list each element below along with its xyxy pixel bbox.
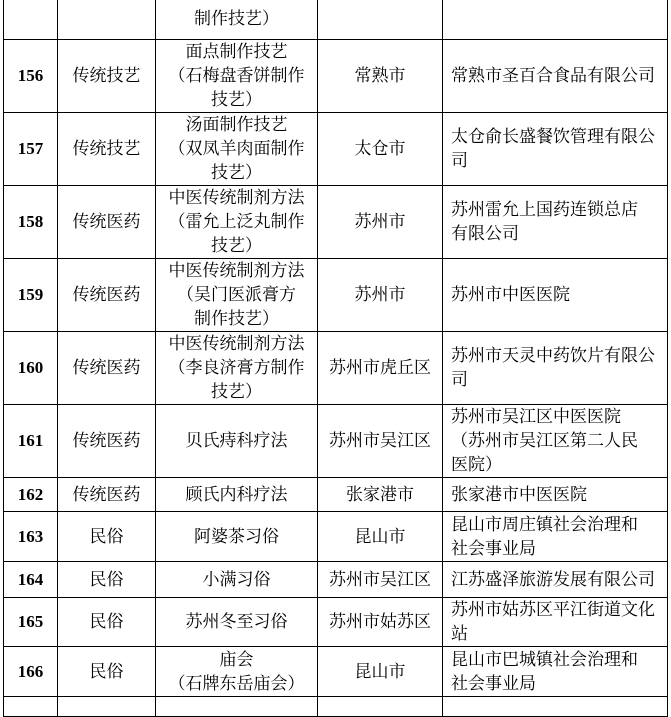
region-cell: 苏州市 bbox=[318, 259, 443, 332]
protection-unit-cell bbox=[443, 478, 668, 512]
item-name-line: （石梅盘香饼制作 bbox=[168, 66, 305, 86]
item-name-line: 技艺） bbox=[211, 382, 262, 402]
region-cell: 昆山市 bbox=[318, 512, 443, 562]
item-name-line: （雷允上泛丸制作 bbox=[168, 212, 305, 232]
item-name-line: 中医传统制剂方法 bbox=[168, 261, 305, 281]
serial-number-cell: 166 bbox=[4, 647, 58, 697]
protection-unit-line: 苏州雷允上国药连锁总店 bbox=[451, 200, 638, 220]
item-name-line: （吴门医派膏方 bbox=[177, 285, 296, 305]
serial-number-cell: 157 bbox=[4, 113, 58, 186]
protection-unit-cell bbox=[443, 598, 668, 647]
protection-unit-line: 苏州市天灵中药饮片有限公司 bbox=[451, 346, 655, 390]
protection-unit-line: 常熟市圣百合食品有限公司 bbox=[451, 66, 655, 86]
protection-unit-line: 医院） bbox=[451, 455, 502, 475]
protection-unit-line: 苏州市姑苏区平江街道文化站 bbox=[451, 600, 655, 644]
serial-number-cell: 162 bbox=[4, 478, 58, 512]
item-name-line: 中医传统制剂方法 bbox=[168, 188, 305, 208]
item-name-line: 汤面制作技艺 bbox=[185, 115, 288, 135]
protection-unit-cell bbox=[443, 512, 668, 562]
item-name-line: 制作技艺） bbox=[194, 9, 279, 29]
category-cell: 传统医药 bbox=[58, 478, 156, 512]
region-cell bbox=[318, 697, 443, 717]
item-name-line: （李良济膏方制作 bbox=[168, 358, 305, 378]
protection-unit-cell bbox=[443, 405, 668, 478]
item-name-cell bbox=[156, 478, 318, 512]
region-cell: 苏州市吴江区 bbox=[318, 405, 443, 478]
table-body bbox=[4, 0, 668, 717]
item-name-cell bbox=[156, 697, 318, 717]
serial-number-cell bbox=[4, 0, 58, 40]
serial-number-cell: 161 bbox=[4, 405, 58, 478]
category-cell bbox=[58, 0, 156, 40]
table-row bbox=[4, 562, 668, 598]
item-name-cell bbox=[156, 562, 318, 598]
item-name-line: 制作技艺） bbox=[194, 309, 279, 329]
protection-unit-line: 苏州市吴江区中医医院 bbox=[451, 407, 621, 427]
region-cell: 苏州市吴江区 bbox=[318, 562, 443, 598]
item-name-cell bbox=[156, 332, 318, 405]
protection-unit-line: 太仓俞长盛餐饮管理有限公司 bbox=[451, 127, 655, 171]
table-row bbox=[4, 332, 668, 405]
item-name-line: 技艺） bbox=[211, 236, 262, 256]
serial-number-cell: 163 bbox=[4, 512, 58, 562]
table-row bbox=[4, 598, 668, 647]
protection-unit-line: 昆山市巴城镇社会治理和 bbox=[451, 649, 638, 670]
region-cell: 昆山市 bbox=[318, 647, 443, 697]
item-name-cell bbox=[156, 113, 318, 186]
table-row bbox=[4, 512, 668, 562]
region-cell: 苏州市虎丘区 bbox=[318, 332, 443, 405]
region-cell: 苏州市姑苏区 bbox=[318, 598, 443, 647]
protection-unit-cell bbox=[443, 562, 668, 598]
protection-unit-cell bbox=[443, 259, 668, 332]
category-cell: 传统医药 bbox=[58, 259, 156, 332]
item-name-line: 技艺） bbox=[211, 90, 262, 110]
category-cell: 传统医药 bbox=[58, 186, 156, 259]
region-cell: 苏州市 bbox=[318, 186, 443, 259]
table-row bbox=[4, 259, 668, 332]
table-row bbox=[4, 113, 668, 186]
protection-unit-line: 江苏盛泽旅游发展有限公司 bbox=[451, 569, 655, 590]
table-row bbox=[4, 647, 668, 697]
region-cell: 太仓市 bbox=[318, 113, 443, 186]
serial-number-cell: 160 bbox=[4, 332, 58, 405]
item-name-cell bbox=[156, 0, 318, 40]
protection-unit-cell bbox=[443, 186, 668, 259]
heritage-table bbox=[3, 0, 668, 717]
table-row bbox=[4, 186, 668, 259]
table-row bbox=[4, 478, 668, 512]
table-row bbox=[4, 405, 668, 478]
serial-number-cell bbox=[4, 697, 58, 717]
item-name-line: 庙会 bbox=[219, 649, 254, 670]
item-name-line: 中医传统制剂方法 bbox=[168, 334, 305, 354]
category-cell: 传统技艺 bbox=[58, 113, 156, 186]
item-name-cell bbox=[156, 259, 318, 332]
category-cell: 民俗 bbox=[58, 647, 156, 697]
protection-unit-cell bbox=[443, 697, 668, 717]
item-name-line: 贝氏痔科疗法 bbox=[185, 431, 288, 451]
item-name-line: 顾氏内科疗法 bbox=[185, 484, 288, 505]
category-cell: 传统医药 bbox=[58, 332, 156, 405]
protection-unit-cell bbox=[443, 0, 668, 40]
protection-unit-cell bbox=[443, 113, 668, 186]
item-name-line: 技艺） bbox=[211, 163, 262, 183]
item-name-line: 面点制作技艺 bbox=[185, 42, 288, 62]
protection-unit-cell bbox=[443, 647, 668, 697]
item-name-line: （石牌东岳庙会） bbox=[168, 673, 305, 694]
protection-unit-line: 苏州市中医医院 bbox=[451, 285, 570, 305]
item-name-cell bbox=[156, 405, 318, 478]
protection-unit-cell bbox=[443, 40, 668, 113]
item-name-line: （双凤羊肉面制作 bbox=[168, 139, 305, 159]
region-cell bbox=[318, 0, 443, 40]
protection-unit-line: 社会事业局 bbox=[451, 538, 536, 559]
category-cell: 民俗 bbox=[58, 512, 156, 562]
category-cell: 传统医药 bbox=[58, 405, 156, 478]
category-cell bbox=[58, 697, 156, 717]
serial-number-cell: 164 bbox=[4, 562, 58, 598]
item-name-cell bbox=[156, 598, 318, 647]
item-name-cell bbox=[156, 512, 318, 562]
protection-unit-line: 张家港市中医医院 bbox=[451, 484, 587, 505]
category-cell: 民俗 bbox=[58, 598, 156, 647]
serial-number-cell: 159 bbox=[4, 259, 58, 332]
item-name-line: 小满习俗 bbox=[202, 569, 271, 590]
table-row bbox=[4, 697, 668, 717]
table-row bbox=[4, 40, 668, 113]
protection-unit-line: 昆山市周庄镇社会治理和 bbox=[451, 514, 638, 535]
protection-unit-cell bbox=[443, 332, 668, 405]
category-cell: 民俗 bbox=[58, 562, 156, 598]
protection-unit-line: 有限公司 bbox=[451, 224, 519, 244]
item-name-cell bbox=[156, 647, 318, 697]
protection-unit-line: 社会事业局 bbox=[451, 673, 536, 694]
serial-number-cell: 158 bbox=[4, 186, 58, 259]
item-name-cell bbox=[156, 186, 318, 259]
region-cell: 常熟市 bbox=[318, 40, 443, 113]
region-cell: 张家港市 bbox=[318, 478, 443, 512]
serial-number-cell: 165 bbox=[4, 598, 58, 647]
item-name-line: 苏州冬至习俗 bbox=[185, 612, 288, 632]
item-name-cell bbox=[156, 40, 318, 113]
table-row bbox=[4, 0, 668, 40]
item-name-line: 阿婆茶习俗 bbox=[194, 526, 279, 547]
protection-unit-line: （苏州市吴江区第二人民 bbox=[451, 431, 638, 451]
serial-number-cell: 156 bbox=[4, 40, 58, 113]
category-cell: 传统技艺 bbox=[58, 40, 156, 113]
